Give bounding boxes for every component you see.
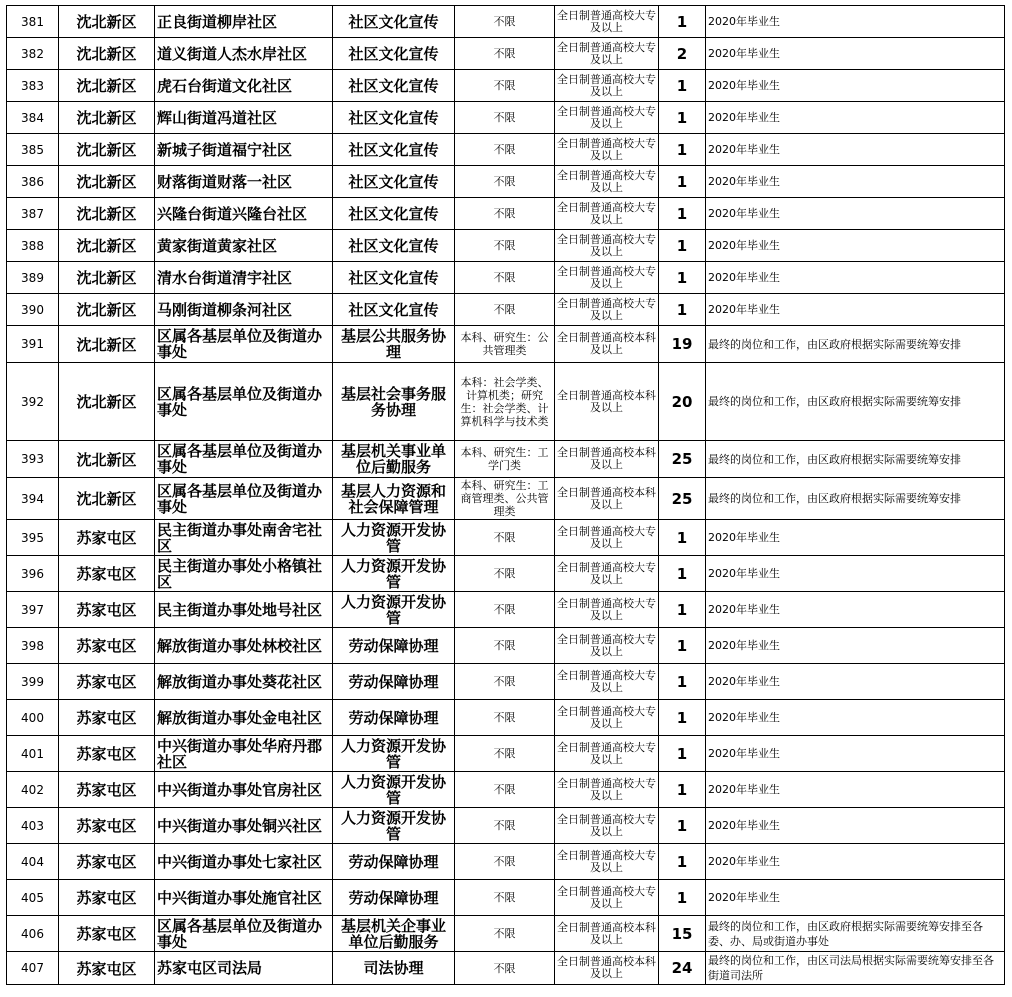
unit-cell: 中兴街道办事处施官社区 bbox=[155, 880, 333, 916]
note-cell: 2020年毕业生 bbox=[706, 556, 1005, 592]
position-cell: 劳动保障协理 bbox=[333, 628, 455, 664]
education-cell: 全日制普通高校大专及以上 bbox=[555, 664, 659, 700]
major-cell: 不限 bbox=[455, 556, 555, 592]
table-row bbox=[7, 628, 1005, 664]
position-cell: 社区文化宣传 bbox=[333, 230, 455, 262]
row-number: 391 bbox=[7, 326, 59, 363]
note-cell: 2020年毕业生 bbox=[706, 166, 1005, 198]
table-row bbox=[7, 38, 1005, 70]
position-cell: 社区文化宣传 bbox=[333, 70, 455, 102]
district-cell: 沈北新区 bbox=[59, 262, 155, 294]
unit-cell: 新城子街道福宁社区 bbox=[155, 134, 333, 166]
row-number: 389 bbox=[7, 262, 59, 294]
row-number: 395 bbox=[7, 520, 59, 556]
major-cell: 不限 bbox=[455, 880, 555, 916]
unit-cell: 道义街道人杰水岸社区 bbox=[155, 38, 333, 70]
unit-cell: 黄家街道黄家社区 bbox=[155, 230, 333, 262]
major-cell: 不限 bbox=[455, 230, 555, 262]
unit-cell: 区属各基层单位及街道办事处 bbox=[155, 441, 333, 478]
count-cell: 1 bbox=[659, 166, 706, 198]
table-row bbox=[7, 916, 1005, 952]
note-cell: 2020年毕业生 bbox=[706, 880, 1005, 916]
table-row bbox=[7, 166, 1005, 198]
district-cell: 苏家屯区 bbox=[59, 880, 155, 916]
count-cell: 15 bbox=[659, 916, 706, 952]
unit-cell: 区属各基层单位及街道办事处 bbox=[155, 326, 333, 363]
row-number: 397 bbox=[7, 592, 59, 628]
note-cell: 2020年毕业生 bbox=[706, 262, 1005, 294]
education-cell: 全日制普通高校大专及以上 bbox=[555, 844, 659, 880]
position-cell: 社区文化宣传 bbox=[333, 102, 455, 134]
district-cell: 沈北新区 bbox=[59, 230, 155, 262]
row-number: 402 bbox=[7, 772, 59, 808]
major-cell: 不限 bbox=[455, 520, 555, 556]
row-number: 388 bbox=[7, 230, 59, 262]
education-cell: 全日制普通高校大专及以上 bbox=[555, 70, 659, 102]
count-cell: 1 bbox=[659, 736, 706, 772]
major-cell: 本科、研究生：公共管理类 bbox=[455, 326, 555, 363]
row-number: 398 bbox=[7, 628, 59, 664]
table-row bbox=[7, 230, 1005, 262]
count-cell: 1 bbox=[659, 664, 706, 700]
district-cell: 苏家屯区 bbox=[59, 808, 155, 844]
district-cell: 苏家屯区 bbox=[59, 772, 155, 808]
note-cell: 最终的岗位和工作，由区政府根据实际需要统筹安排 bbox=[706, 326, 1005, 363]
note-cell: 2020年毕业生 bbox=[706, 294, 1005, 326]
count-cell: 19 bbox=[659, 326, 706, 363]
table-row bbox=[7, 70, 1005, 102]
district-cell: 苏家屯区 bbox=[59, 520, 155, 556]
education-cell: 全日制普通高校大专及以上 bbox=[555, 198, 659, 230]
unit-cell: 中兴街道办事处华府丹郡社区 bbox=[155, 736, 333, 772]
table-row bbox=[7, 6, 1005, 38]
table-row bbox=[7, 736, 1005, 772]
table-row bbox=[7, 664, 1005, 700]
district-cell: 沈北新区 bbox=[59, 198, 155, 230]
position-cell: 人力资源开发协管 bbox=[333, 772, 455, 808]
district-cell: 沈北新区 bbox=[59, 70, 155, 102]
table-row bbox=[7, 808, 1005, 844]
note-cell: 最终的岗位和工作，由区政府根据实际需要统筹安排 bbox=[706, 441, 1005, 478]
major-cell: 不限 bbox=[455, 808, 555, 844]
unit-cell: 财落街道财落一社区 bbox=[155, 166, 333, 198]
major-cell: 不限 bbox=[455, 952, 555, 985]
position-cell: 社区文化宣传 bbox=[333, 6, 455, 38]
major-cell: 本科、研究生：工学门类 bbox=[455, 441, 555, 478]
row-number: 385 bbox=[7, 134, 59, 166]
unit-cell: 马刚街道柳条河社区 bbox=[155, 294, 333, 326]
unit-cell: 区属各基层单位及街道办事处 bbox=[155, 363, 333, 441]
unit-cell: 清水台街道清宇社区 bbox=[155, 262, 333, 294]
unit-cell: 辉山街道冯道社区 bbox=[155, 102, 333, 134]
unit-cell: 民主街道办事处地号社区 bbox=[155, 592, 333, 628]
position-cell: 人力资源开发协管 bbox=[333, 592, 455, 628]
major-cell: 不限 bbox=[455, 736, 555, 772]
table-row bbox=[7, 520, 1005, 556]
education-cell: 全日制普通高校大专及以上 bbox=[555, 6, 659, 38]
note-cell: 2020年毕业生 bbox=[706, 592, 1005, 628]
note-cell: 2020年毕业生 bbox=[706, 628, 1005, 664]
unit-cell: 区属各基层单位及街道办事处 bbox=[155, 916, 333, 952]
unit-cell: 中兴街道办事处官房社区 bbox=[155, 772, 333, 808]
row-number: 381 bbox=[7, 6, 59, 38]
unit-cell: 解放街道办事处金电社区 bbox=[155, 700, 333, 736]
position-cell: 社区文化宣传 bbox=[333, 294, 455, 326]
major-cell: 不限 bbox=[455, 134, 555, 166]
table-row bbox=[7, 198, 1005, 230]
note-cell: 最终的岗位和工作，由区司法局根据实际需要统筹安排至各街道司法所 bbox=[706, 952, 1005, 985]
row-number: 404 bbox=[7, 844, 59, 880]
unit-cell: 兴隆台街道兴隆台社区 bbox=[155, 198, 333, 230]
count-cell: 1 bbox=[659, 262, 706, 294]
education-cell: 全日制普通高校大专及以上 bbox=[555, 520, 659, 556]
position-cell: 劳动保障协理 bbox=[333, 880, 455, 916]
major-cell: 不限 bbox=[455, 262, 555, 294]
district-cell: 苏家屯区 bbox=[59, 592, 155, 628]
district-cell: 苏家屯区 bbox=[59, 556, 155, 592]
education-cell: 全日制普通高校大专及以上 bbox=[555, 736, 659, 772]
position-cell: 社区文化宣传 bbox=[333, 134, 455, 166]
note-cell: 2020年毕业生 bbox=[706, 700, 1005, 736]
recruitment-table bbox=[6, 5, 1005, 985]
row-number: 384 bbox=[7, 102, 59, 134]
count-cell: 20 bbox=[659, 363, 706, 441]
note-cell: 2020年毕业生 bbox=[706, 6, 1005, 38]
major-cell: 不限 bbox=[455, 700, 555, 736]
major-cell: 不限 bbox=[455, 294, 555, 326]
count-cell: 1 bbox=[659, 134, 706, 166]
district-cell: 苏家屯区 bbox=[59, 916, 155, 952]
count-cell: 1 bbox=[659, 102, 706, 134]
position-cell: 社区文化宣传 bbox=[333, 38, 455, 70]
education-cell: 全日制普通高校本科及以上 bbox=[555, 326, 659, 363]
count-cell: 1 bbox=[659, 880, 706, 916]
note-cell: 2020年毕业生 bbox=[706, 230, 1005, 262]
note-cell: 最终的岗位和工作，由区政府根据实际需要统筹安排 bbox=[706, 363, 1005, 441]
note-cell: 2020年毕业生 bbox=[706, 736, 1005, 772]
district-cell: 沈北新区 bbox=[59, 326, 155, 363]
row-number: 393 bbox=[7, 441, 59, 478]
education-cell: 全日制普通高校大专及以上 bbox=[555, 556, 659, 592]
district-cell: 沈北新区 bbox=[59, 38, 155, 70]
position-cell: 司法协理 bbox=[333, 952, 455, 985]
count-cell: 25 bbox=[659, 441, 706, 478]
count-cell: 1 bbox=[659, 520, 706, 556]
major-cell: 不限 bbox=[455, 70, 555, 102]
row-number: 399 bbox=[7, 664, 59, 700]
district-cell: 苏家屯区 bbox=[59, 952, 155, 985]
table-row bbox=[7, 880, 1005, 916]
note-cell: 2020年毕业生 bbox=[706, 102, 1005, 134]
count-cell: 1 bbox=[659, 808, 706, 844]
position-cell: 人力资源开发协管 bbox=[333, 556, 455, 592]
district-cell: 苏家屯区 bbox=[59, 628, 155, 664]
unit-cell: 中兴街道办事处七家社区 bbox=[155, 844, 333, 880]
education-cell: 全日制普通高校大专及以上 bbox=[555, 700, 659, 736]
education-cell: 全日制普通高校大专及以上 bbox=[555, 230, 659, 262]
row-number: 386 bbox=[7, 166, 59, 198]
major-cell: 不限 bbox=[455, 592, 555, 628]
major-cell: 不限 bbox=[455, 772, 555, 808]
count-cell: 1 bbox=[659, 556, 706, 592]
count-cell: 1 bbox=[659, 230, 706, 262]
row-number: 401 bbox=[7, 736, 59, 772]
unit-cell: 解放街道办事处林校社区 bbox=[155, 628, 333, 664]
unit-cell: 区属各基层单位及街道办事处 bbox=[155, 478, 333, 520]
note-cell: 2020年毕业生 bbox=[706, 772, 1005, 808]
major-cell: 不限 bbox=[455, 198, 555, 230]
major-cell: 不限 bbox=[455, 844, 555, 880]
table-row bbox=[7, 441, 1005, 478]
position-cell: 人力资源开发协管 bbox=[333, 520, 455, 556]
note-cell: 2020年毕业生 bbox=[706, 808, 1005, 844]
education-cell: 全日制普通高校大专及以上 bbox=[555, 880, 659, 916]
count-cell: 2 bbox=[659, 38, 706, 70]
education-cell: 全日制普通高校本科及以上 bbox=[555, 441, 659, 478]
district-cell: 沈北新区 bbox=[59, 6, 155, 38]
unit-cell: 解放街道办事处葵花社区 bbox=[155, 664, 333, 700]
count-cell: 1 bbox=[659, 772, 706, 808]
education-cell: 全日制普通高校大专及以上 bbox=[555, 592, 659, 628]
row-number: 403 bbox=[7, 808, 59, 844]
education-cell: 全日制普通高校大专及以上 bbox=[555, 102, 659, 134]
position-cell: 劳动保障协理 bbox=[333, 844, 455, 880]
district-cell: 沈北新区 bbox=[59, 478, 155, 520]
table-row bbox=[7, 363, 1005, 441]
district-cell: 苏家屯区 bbox=[59, 700, 155, 736]
table-row bbox=[7, 556, 1005, 592]
education-cell: 全日制普通高校本科及以上 bbox=[555, 916, 659, 952]
note-cell: 最终的岗位和工作，由区政府根据实际需要统筹安排至各委、办、局或街道办事处 bbox=[706, 916, 1005, 952]
major-cell: 本科：社会学类、计算机类；研究生：社会学类、计算机科学与技术类 bbox=[455, 363, 555, 441]
major-cell: 不限 bbox=[455, 166, 555, 198]
education-cell: 全日制普通高校大专及以上 bbox=[555, 772, 659, 808]
position-cell: 基层机关事业单位后勤服务 bbox=[333, 441, 455, 478]
position-cell: 基层公共服务协理 bbox=[333, 326, 455, 363]
position-cell: 劳动保障协理 bbox=[333, 664, 455, 700]
count-cell: 1 bbox=[659, 700, 706, 736]
table-row bbox=[7, 592, 1005, 628]
unit-cell: 民主街道办事处小格镇社区 bbox=[155, 556, 333, 592]
count-cell: 1 bbox=[659, 844, 706, 880]
education-cell: 全日制普通高校大专及以上 bbox=[555, 294, 659, 326]
table-row bbox=[7, 952, 1005, 985]
position-cell: 基层人力资源和社会保障管理 bbox=[333, 478, 455, 520]
note-cell: 2020年毕业生 bbox=[706, 38, 1005, 70]
education-cell: 全日制普通高校大专及以上 bbox=[555, 38, 659, 70]
district-cell: 沈北新区 bbox=[59, 294, 155, 326]
note-cell: 最终的岗位和工作，由区政府根据实际需要统筹安排 bbox=[706, 478, 1005, 520]
major-cell: 不限 bbox=[455, 102, 555, 134]
education-cell: 全日制普通高校大专及以上 bbox=[555, 134, 659, 166]
count-cell: 1 bbox=[659, 6, 706, 38]
table-body bbox=[7, 6, 1005, 985]
table-row bbox=[7, 844, 1005, 880]
major-cell: 不限 bbox=[455, 6, 555, 38]
position-cell: 人力资源开发协管 bbox=[333, 736, 455, 772]
count-cell: 1 bbox=[659, 592, 706, 628]
district-cell: 沈北新区 bbox=[59, 166, 155, 198]
position-cell: 人力资源开发协管 bbox=[333, 808, 455, 844]
note-cell: 2020年毕业生 bbox=[706, 844, 1005, 880]
note-cell: 2020年毕业生 bbox=[706, 664, 1005, 700]
position-cell: 基层社会事务服务协理 bbox=[333, 363, 455, 441]
count-cell: 1 bbox=[659, 198, 706, 230]
row-number: 387 bbox=[7, 198, 59, 230]
unit-cell: 民主街道办事处南舍宅社区 bbox=[155, 520, 333, 556]
row-number: 382 bbox=[7, 38, 59, 70]
unit-cell: 正良街道柳岸社区 bbox=[155, 6, 333, 38]
district-cell: 沈北新区 bbox=[59, 134, 155, 166]
district-cell: 沈北新区 bbox=[59, 441, 155, 478]
district-cell: 沈北新区 bbox=[59, 102, 155, 134]
count-cell: 1 bbox=[659, 628, 706, 664]
education-cell: 全日制普通高校大专及以上 bbox=[555, 166, 659, 198]
district-cell: 苏家屯区 bbox=[59, 844, 155, 880]
row-number: 406 bbox=[7, 916, 59, 952]
position-cell: 社区文化宣传 bbox=[333, 198, 455, 230]
table-row bbox=[7, 700, 1005, 736]
table-row bbox=[7, 478, 1005, 520]
education-cell: 全日制普通高校本科及以上 bbox=[555, 952, 659, 985]
education-cell: 全日制普通高校大专及以上 bbox=[555, 808, 659, 844]
education-cell: 全日制普通高校本科及以上 bbox=[555, 363, 659, 441]
count-cell: 24 bbox=[659, 952, 706, 985]
unit-cell: 虎石台街道文化社区 bbox=[155, 70, 333, 102]
unit-cell: 中兴街道办事处铜兴社区 bbox=[155, 808, 333, 844]
education-cell: 全日制普通高校大专及以上 bbox=[555, 628, 659, 664]
table-row bbox=[7, 326, 1005, 363]
education-cell: 全日制普通高校大专及以上 bbox=[555, 262, 659, 294]
row-number: 400 bbox=[7, 700, 59, 736]
row-number: 392 bbox=[7, 363, 59, 441]
table-row bbox=[7, 262, 1005, 294]
table-row bbox=[7, 294, 1005, 326]
row-number: 405 bbox=[7, 880, 59, 916]
position-cell: 社区文化宣传 bbox=[333, 166, 455, 198]
note-cell: 2020年毕业生 bbox=[706, 70, 1005, 102]
position-cell: 基层机关企事业单位后勤服务 bbox=[333, 916, 455, 952]
major-cell: 不限 bbox=[455, 664, 555, 700]
count-cell: 25 bbox=[659, 478, 706, 520]
major-cell: 不限 bbox=[455, 916, 555, 952]
row-number: 383 bbox=[7, 70, 59, 102]
row-number: 394 bbox=[7, 478, 59, 520]
major-cell: 不限 bbox=[455, 628, 555, 664]
district-cell: 沈北新区 bbox=[59, 363, 155, 441]
row-number: 407 bbox=[7, 952, 59, 985]
row-number: 390 bbox=[7, 294, 59, 326]
position-cell: 劳动保障协理 bbox=[333, 700, 455, 736]
row-number: 396 bbox=[7, 556, 59, 592]
major-cell: 不限 bbox=[455, 38, 555, 70]
table-row bbox=[7, 772, 1005, 808]
district-cell: 苏家屯区 bbox=[59, 736, 155, 772]
note-cell: 2020年毕业生 bbox=[706, 134, 1005, 166]
count-cell: 1 bbox=[659, 70, 706, 102]
district-cell: 苏家屯区 bbox=[59, 664, 155, 700]
count-cell: 1 bbox=[659, 294, 706, 326]
major-cell: 本科、研究生：工商管理类、公共管理类 bbox=[455, 478, 555, 520]
note-cell: 2020年毕业生 bbox=[706, 198, 1005, 230]
table-row bbox=[7, 102, 1005, 134]
education-cell: 全日制普通高校本科及以上 bbox=[555, 478, 659, 520]
table-row bbox=[7, 134, 1005, 166]
position-cell: 社区文化宣传 bbox=[333, 262, 455, 294]
note-cell: 2020年毕业生 bbox=[706, 520, 1005, 556]
unit-cell: 苏家屯区司法局 bbox=[155, 952, 333, 985]
